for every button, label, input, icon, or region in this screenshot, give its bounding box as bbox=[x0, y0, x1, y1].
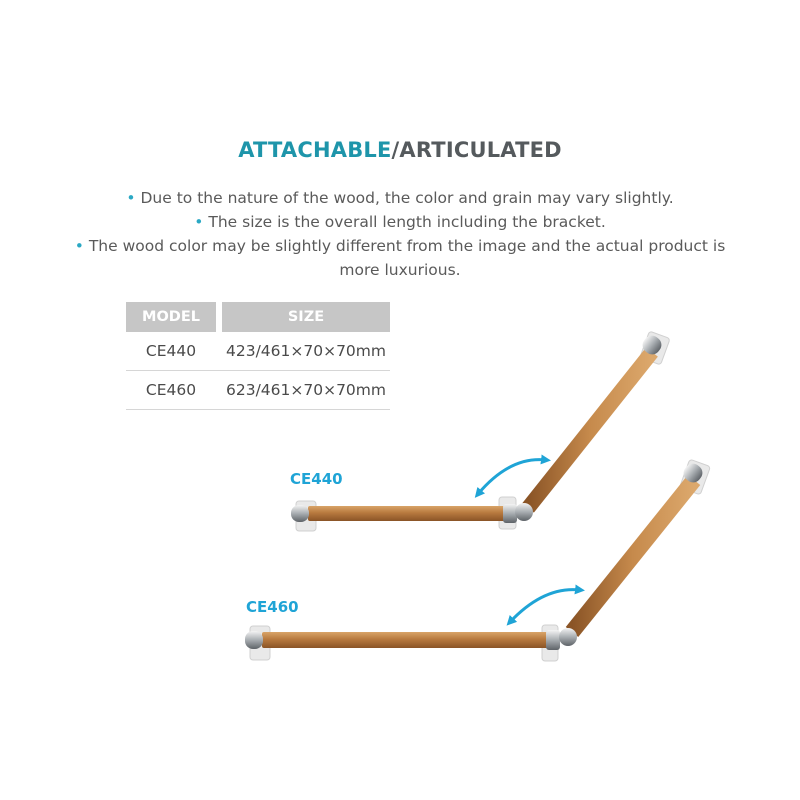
ce440-illustration bbox=[290, 331, 670, 531]
ce440-label: CE440 bbox=[290, 470, 343, 488]
header-model: MODEL bbox=[126, 302, 216, 332]
ce460-illustration bbox=[245, 459, 710, 661]
bullet-icon: • bbox=[74, 237, 84, 255]
title-main: ARTICULATED bbox=[399, 138, 562, 162]
rotation-arrow-icon bbox=[510, 590, 580, 622]
bullet-icon: • bbox=[194, 213, 204, 231]
title-accent: ATTACHABLE bbox=[238, 138, 392, 162]
bullet-icon: • bbox=[126, 189, 136, 207]
cell-size: 623/461×70×70mm bbox=[225, 381, 386, 399]
note-item: • The wood color may be slightly different from the image and the actual product is more luxurious. bbox=[74, 237, 726, 279]
articulated-grab-bar-icon bbox=[291, 331, 670, 531]
cell-model: CE440 bbox=[145, 342, 197, 360]
title-separator: / bbox=[391, 138, 400, 162]
ce460-label: CE460 bbox=[246, 598, 299, 616]
note-item: • The size is the overall length including the bracket. bbox=[194, 213, 606, 231]
note-item: • Due to the nature of the wood, the color and grain may vary slightly. bbox=[126, 189, 674, 207]
cell-model: CE460 bbox=[145, 381, 197, 399]
cell-size: 423/461×70×70mm bbox=[225, 342, 386, 360]
header-size: SIZE bbox=[222, 302, 390, 332]
articulated-grab-bar-icon bbox=[245, 459, 710, 661]
